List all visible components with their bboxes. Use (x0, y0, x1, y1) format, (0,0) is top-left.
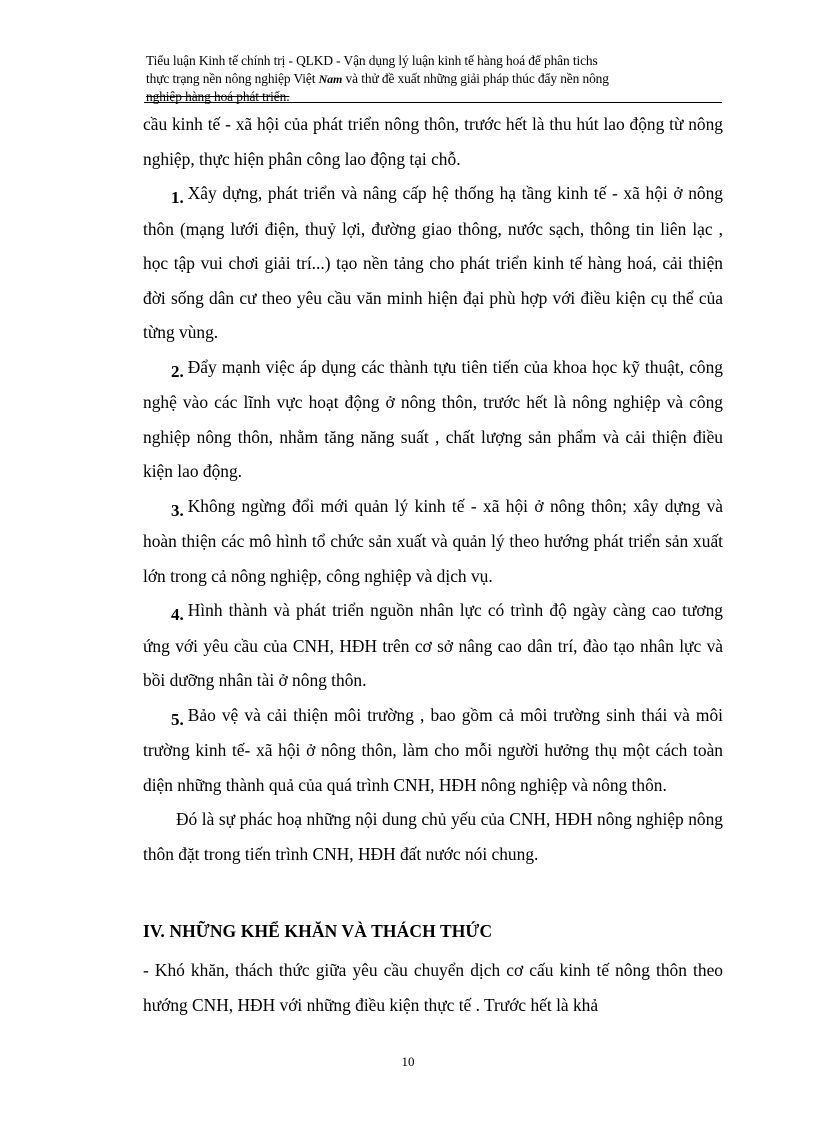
list-number: 5. (171, 709, 184, 729)
list-number: 4. (171, 605, 184, 624)
intro-paragraph: cầu kinh tế - xã hội của phát triển nông thôn, trước hết là thu hút lao động từ nông nghiệp, thực hiện phân công lao động tại chỗ. (143, 114, 723, 169)
header-line-3: nghiệp hàng hoá phát triển. (146, 89, 290, 104)
list-item-4 (143, 593, 723, 698)
header-brand-word: Nam (318, 72, 343, 86)
list-number: 3. (171, 500, 184, 520)
running-header (146, 52, 722, 106)
list-item-5 (143, 698, 723, 803)
list-item-text: Hình thành và phát triển nguồn nhân lực có trình độ ngày càng cao tương ứng với yêu cầu của CNH, HĐH trên cơ sở nâng cao dân trí, đào tạo nhân lực và bồi dưỡng nhân tài ở nông thôn. (143, 600, 723, 690)
summary-paragraph: Đó là sự phác hoạ những nội dung chủ yếu của CNH, HĐH nông nghiệp nông thôn đặt trong tiến trình CNH, HĐH đất nước nói chung. (143, 809, 723, 864)
section-paragraph: - Khó khăn, thách thức giữa yêu cầu chuyển dịch cơ cấu kinh tế nông thôn theo hướng CNH, HĐH với những điều kiện thực tế . Trước hết là khả (143, 960, 723, 1015)
list-number: 1. (171, 188, 184, 207)
list-item-text: Xây dựng, phát triển và nâng cấp hệ thống hạ tầng kinh tế - xã hội ở nông thôn (mạng lưới điện, thuỷ lợi, đường giao thông, nước sạch, thông tin liên lạc , học tập vui chơi giải trí...) tạo nền tảng cho phát triển kinh tế hàng hoá, cải thiện đời sống dân cư theo yêu cầu văn minh hiện đại phù hợp với điều kiện cụ thể của từng vùng. (143, 183, 723, 342)
header-line-1: Tiểu luận Kinh tế chính trị - QLKD - Vận dụng lý luận kinh tế hàng hoá để phân tichs (146, 53, 598, 68)
page-number: 10 (401, 1054, 415, 1069)
list-item-2 (143, 350, 723, 489)
list-item-3 (143, 489, 723, 594)
list-item-text: Đẩy mạnh việc áp dụng các thành tựu tiên tiến của khoa học kỹ thuật, công nghệ vào các lĩnh vực hoạt động ở nông thôn, trước hết là nông nghiệp và công nghiệp nông thôn, nhằm tăng năng suất , chất lượng sản phẩm và cải thiện điều kiện lao động. (143, 356, 723, 481)
header-line-2-post: và thử đề xuất những giải pháp thúc đẩy nền nông (342, 71, 609, 86)
header-divider (144, 102, 722, 103)
header-line-2 (146, 70, 722, 88)
list-number: 2. (171, 361, 184, 381)
list-item-1 (143, 176, 723, 350)
section-body (143, 953, 723, 1022)
list-item-text: Không ngừng đổi mới quản lý kinh tế - xã hội ở nông thôn; xây dựng và hoàn thiện các mô hình tổ chức sản xuất và quản lý theo hướng phát triển sản xuất lớn trong cả nông nghiệp, công nghiệp và dịch vụ. (143, 495, 723, 586)
list-item-text: Bảo vệ và cải thiện môi trường , bao gồm cả môi trường sinh thái và môi trường kinh tế- xã hội ở nông thôn, làm cho mỗi người hưởng thụ một cách toàn diện những thành quả của quá trình CNH, HĐH nông nghiệp và nông thôn. (143, 704, 723, 795)
section-heading: IV. NHỮNG KHỂ KHĂN VÀ THÁCH THỨC (143, 921, 493, 941)
body-text (143, 107, 723, 871)
header-line-2-pre: thực trạng nền nông nghiệp Việt (146, 71, 319, 86)
